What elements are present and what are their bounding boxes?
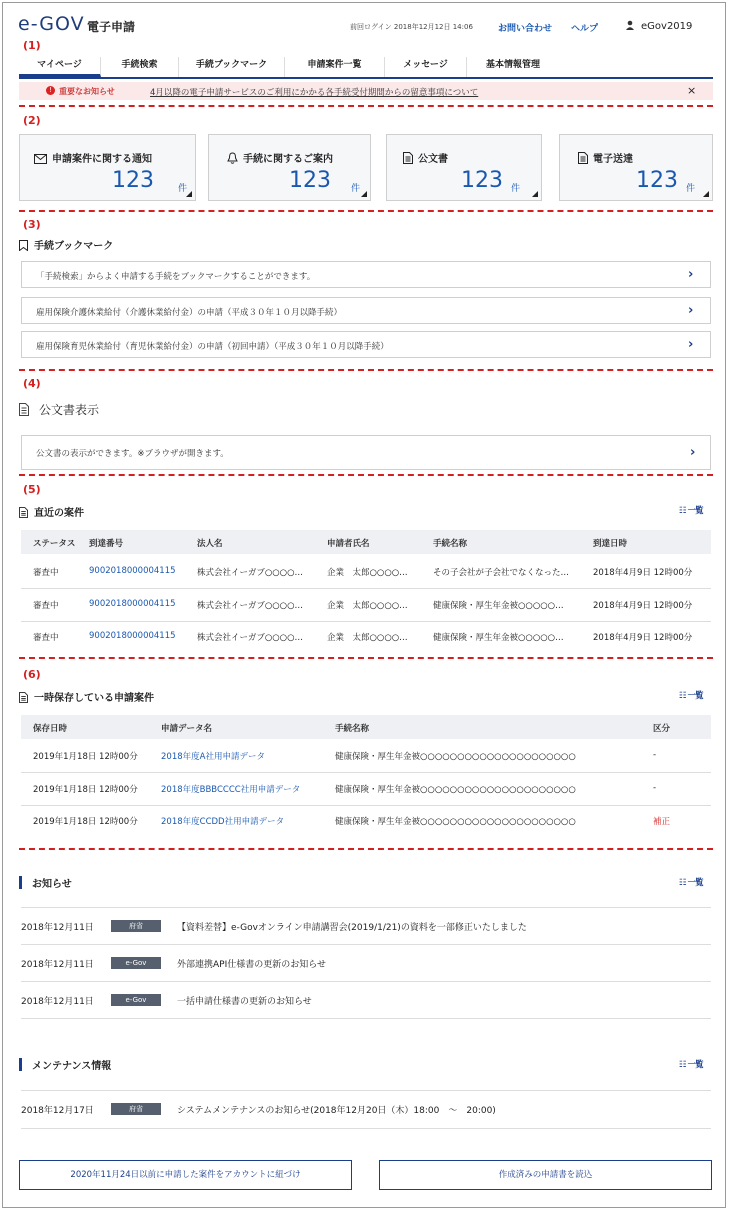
status-cell: 審査中 xyxy=(33,633,59,643)
column-header: 保存日時 xyxy=(33,724,68,734)
official-docs-link[interactable] xyxy=(21,435,711,470)
chevron-right-icon: › xyxy=(688,337,694,352)
table-row xyxy=(21,740,711,773)
column-header: 手続名称 xyxy=(335,724,370,734)
document-icon xyxy=(19,403,29,416)
link-account-button[interactable]: 2020年11月24日以前に申請した案件をアカウントに紐づけ xyxy=(19,1160,352,1190)
saved-title: 一時保存している申請案件 xyxy=(34,693,154,704)
bookmarks-title: 手続ブックマーク xyxy=(34,241,114,252)
column-header: 申請データ名 xyxy=(161,724,213,734)
section-label-6: (6) xyxy=(23,668,41,681)
news-date: 2018年12月11日 xyxy=(21,997,94,1007)
card-electronic-delivery[interactable] xyxy=(559,134,713,201)
saved-date-cell: 2019年1月18日 12時00分 xyxy=(33,785,138,795)
egov-logo[interactable]: e-GOV xyxy=(18,13,85,35)
section-divider xyxy=(19,474,713,476)
recent-heading xyxy=(19,504,84,519)
column-header: 区分 xyxy=(653,724,671,734)
column-header: 手続名称 xyxy=(433,539,468,549)
document-icon xyxy=(578,152,588,164)
data-name-link[interactable]: 2018年度BBBCCCC社用申請データ xyxy=(161,785,301,795)
corner-arrow-icon xyxy=(532,191,538,197)
status-cell: 審査中 xyxy=(33,568,59,578)
maintenance-text: システムメンテナンスのお知らせ(2018年12月20日（木）18:00 ～ 20:00) xyxy=(177,1106,496,1116)
source-badge: 府省 xyxy=(111,1103,161,1115)
card-official-documents[interactable] xyxy=(386,134,542,201)
maintenance-title: メンテナンス情報 xyxy=(32,1061,112,1072)
column-header: 到達番号 xyxy=(89,539,124,549)
user-name: eGov2019 xyxy=(641,21,693,32)
card-procedure-guidance[interactable] xyxy=(208,134,371,201)
news-date: 2018年12月11日 xyxy=(21,960,94,970)
page xyxy=(2,2,726,1208)
news-date: 2018年12月11日 xyxy=(21,923,94,933)
alert-icon: ! xyxy=(46,86,55,95)
list-icon: ☷ xyxy=(679,878,686,888)
chevron-right-icon: › xyxy=(688,303,694,318)
card-unit: 件 xyxy=(686,184,696,194)
table-row xyxy=(21,806,711,838)
procedure-cell: 健康保険・厚生年金被○○○○○… xyxy=(433,601,564,611)
bookmark-icon xyxy=(19,240,28,251)
arrival-date-cell: 2018年4月9日 12時00分 xyxy=(593,633,693,643)
notice-label: 重要なお知らせ xyxy=(59,87,115,96)
news-title: お知らせ xyxy=(32,879,72,890)
section-label-3: (3) xyxy=(23,218,41,231)
card-unit: 件 xyxy=(511,184,521,194)
column-header: 申請者氏名 xyxy=(327,539,370,549)
mail-icon xyxy=(34,154,47,164)
table-row xyxy=(21,773,711,806)
recent-title: 直近の案件 xyxy=(34,508,84,519)
bookmark-text: 「手続検索」からよく申請する手続をブックマークすることができます。 xyxy=(36,272,316,282)
category-cell: 補正 xyxy=(653,817,671,827)
contact-link[interactable]: お問い合わせ xyxy=(498,24,553,34)
saved-date-cell: 2019年1月18日 12時00分 xyxy=(33,817,138,827)
applicant-cell: 企業 太郎○○○○… xyxy=(327,601,408,611)
applicant-cell: 企業 太郎○○○○… xyxy=(327,568,408,578)
bookmark-item[interactable] xyxy=(21,261,711,288)
saved-date-cell: 2019年1月18日 12時00分 xyxy=(33,752,138,762)
card-title: 手続に関するご案内 xyxy=(243,154,333,165)
column-header: 法人名 xyxy=(197,539,223,549)
user-menu[interactable] xyxy=(625,20,692,32)
procedure-cell: その子会社が子会社でなくなった… xyxy=(433,568,570,578)
card-title: 公文書 xyxy=(418,154,448,165)
news-text: 【資料差替】e-Govオンライン申請講習会(2019/1/21)の資料を一部修正いたしました xyxy=(177,923,527,933)
data-name-link[interactable]: 2018年度CCDD社用申請データ xyxy=(161,817,285,827)
table-row xyxy=(21,622,711,653)
corner-arrow-icon xyxy=(703,191,709,197)
tab-basic-info[interactable]: 基本情報管理 xyxy=(485,60,540,70)
list-icon: ☷ xyxy=(679,1060,686,1070)
card-unit: 件 xyxy=(351,184,361,194)
document-icon xyxy=(19,507,28,518)
news-text: 一括申請仕様書の更新のお知らせ xyxy=(177,997,312,1007)
procedure-cell: 健康保険・厚生年金被○○○○○○○○○○○○○○○○○○○○○ xyxy=(335,785,576,795)
section-label-5: (5) xyxy=(23,483,41,496)
arrival-date-cell: 2018年4月9日 12時00分 xyxy=(593,601,693,611)
table-row xyxy=(21,555,711,589)
tab-procedure-bookmark[interactable]: 手続ブックマーク xyxy=(179,57,285,77)
procedure-cell: 健康保険・厚生年金被○○○○○○○○○○○○○○○○○○○○○ xyxy=(335,817,576,827)
procedure-cell: 健康保険・厚生年金被○○○○○○○○○○○○○○○○○○○○○ xyxy=(335,752,576,762)
help-link[interactable]: ヘルプ xyxy=(571,24,599,34)
chevron-right-icon: › xyxy=(688,267,694,282)
section-divider xyxy=(19,369,713,371)
source-badge: e-Gov xyxy=(111,957,161,969)
load-created-button[interactable]: 作成済みの申請書を読込 xyxy=(379,1160,712,1190)
tab-messages[interactable]: メッセージ xyxy=(385,57,467,77)
chevron-right-icon: › xyxy=(690,445,696,460)
heading-bar xyxy=(19,1058,22,1071)
maintenance-heading xyxy=(19,1057,111,1072)
procedure-cell: 健康保険・厚生年金被○○○○○… xyxy=(433,633,564,643)
important-notice-bar xyxy=(19,82,713,100)
document-icon xyxy=(19,692,28,703)
news-item[interactable] xyxy=(21,908,711,945)
official-docs-title: 公文書表示 xyxy=(39,403,100,417)
arrival-number-link[interactable]: 9002018000004115 xyxy=(89,566,176,576)
corner-arrow-icon xyxy=(186,191,192,197)
section-divider xyxy=(19,210,713,212)
notice-link[interactable]: 4月以降の電子申請サービスのご利用にかかる各手続受付期間からの留意事項について xyxy=(150,88,479,98)
bookmark-text: 雇用保険介護休業給付（介護休業給付金）の申請（平成３０年１０月以降手続） xyxy=(36,308,343,318)
arrival-number-link[interactable]: 9002018000004115 xyxy=(89,631,176,641)
official-docs-heading xyxy=(19,401,99,418)
list-icon: ☷ xyxy=(679,691,686,701)
last-login: 前回ログイン 2018年12月12日 14:06 xyxy=(350,23,473,31)
corner-arrow-icon xyxy=(361,191,367,197)
status-cell: 審査中 xyxy=(33,601,59,611)
saved-heading xyxy=(19,689,154,704)
card-count: 123 xyxy=(289,168,331,193)
news-item[interactable] xyxy=(21,982,711,1019)
bookmark-item[interactable] xyxy=(21,331,711,358)
maintenance-list-link[interactable]: ☷ 一覧 xyxy=(679,1060,703,1070)
source-badge: 府省 xyxy=(111,920,161,932)
close-icon[interactable]: × xyxy=(687,84,697,97)
section-label-1: (1) xyxy=(23,39,41,52)
company-cell: 株式会社イーガブ○○○○… xyxy=(197,633,303,643)
recent-table-header xyxy=(21,530,711,554)
news-text: 外部連携API仕様書の更新のお知らせ xyxy=(177,960,326,970)
heading-bar xyxy=(19,876,22,889)
section-divider xyxy=(19,657,713,659)
company-cell: 株式会社イーガブ○○○○… xyxy=(197,601,303,611)
news-item[interactable] xyxy=(21,945,711,982)
maintenance-date: 2018年12月17日 xyxy=(21,1106,94,1116)
section-label-4: (4) xyxy=(23,377,41,390)
bell-icon xyxy=(227,152,238,164)
tab-mypage[interactable]: マイページ xyxy=(19,57,101,77)
card-unit: 件 xyxy=(178,184,188,194)
saved-list-link[interactable]: ☷ 一覧 xyxy=(679,691,703,701)
bookmarks-heading xyxy=(19,237,113,252)
card-title: 電子送達 xyxy=(593,154,633,165)
data-name-link[interactable]: 2018年度A社用申請データ xyxy=(161,752,265,762)
column-header: ステータス xyxy=(33,539,76,549)
news-list-link[interactable]: ☷ 一覧 xyxy=(679,878,703,888)
news-heading xyxy=(19,875,72,890)
card-application-notices[interactable] xyxy=(19,134,196,201)
arrival-number-link[interactable]: 9002018000004115 xyxy=(89,599,176,609)
column-header: 到達日時 xyxy=(593,539,628,549)
saved-table-header xyxy=(21,715,711,739)
category-cell: - xyxy=(653,750,657,760)
official-docs-text: 公文書の表示ができます。※ブラウザが開きます。 xyxy=(36,449,229,459)
user-icon xyxy=(625,20,635,30)
arrival-date-cell: 2018年4月9日 12時00分 xyxy=(593,568,693,578)
source-badge: e-Gov xyxy=(111,994,161,1006)
company-cell: 株式会社イーガブ○○○○… xyxy=(197,568,303,578)
applicant-cell: 企業 太郎○○○○… xyxy=(327,633,408,643)
bookmark-text: 雇用保険育児休業給付（育児休業給付金）の申請（初回申請）（平成３０年１０月以降手続） xyxy=(36,342,389,352)
category-cell: - xyxy=(653,783,657,793)
section-divider xyxy=(19,105,713,107)
section-divider xyxy=(19,848,713,850)
card-count: 123 xyxy=(112,168,154,193)
main-tabs xyxy=(19,55,713,79)
tab-procedure-search[interactable]: 手続検索 xyxy=(101,57,179,77)
recent-list-link[interactable]: ☷ 一覧 xyxy=(679,506,703,516)
document-icon xyxy=(403,152,413,164)
bookmark-item[interactable] xyxy=(21,297,711,324)
card-title: 申請案件に関する通知 xyxy=(52,154,152,165)
maintenance-item[interactable] xyxy=(21,1091,711,1129)
table-row xyxy=(21,589,711,622)
card-count: 123 xyxy=(636,168,678,193)
logo-subtitle: 電子申請 xyxy=(87,20,136,34)
card-count: 123 xyxy=(461,168,503,193)
tab-application-list[interactable]: 申請案件一覧 xyxy=(285,57,385,77)
list-icon: ☷ xyxy=(679,506,686,516)
section-label-2: (2) xyxy=(23,114,41,127)
